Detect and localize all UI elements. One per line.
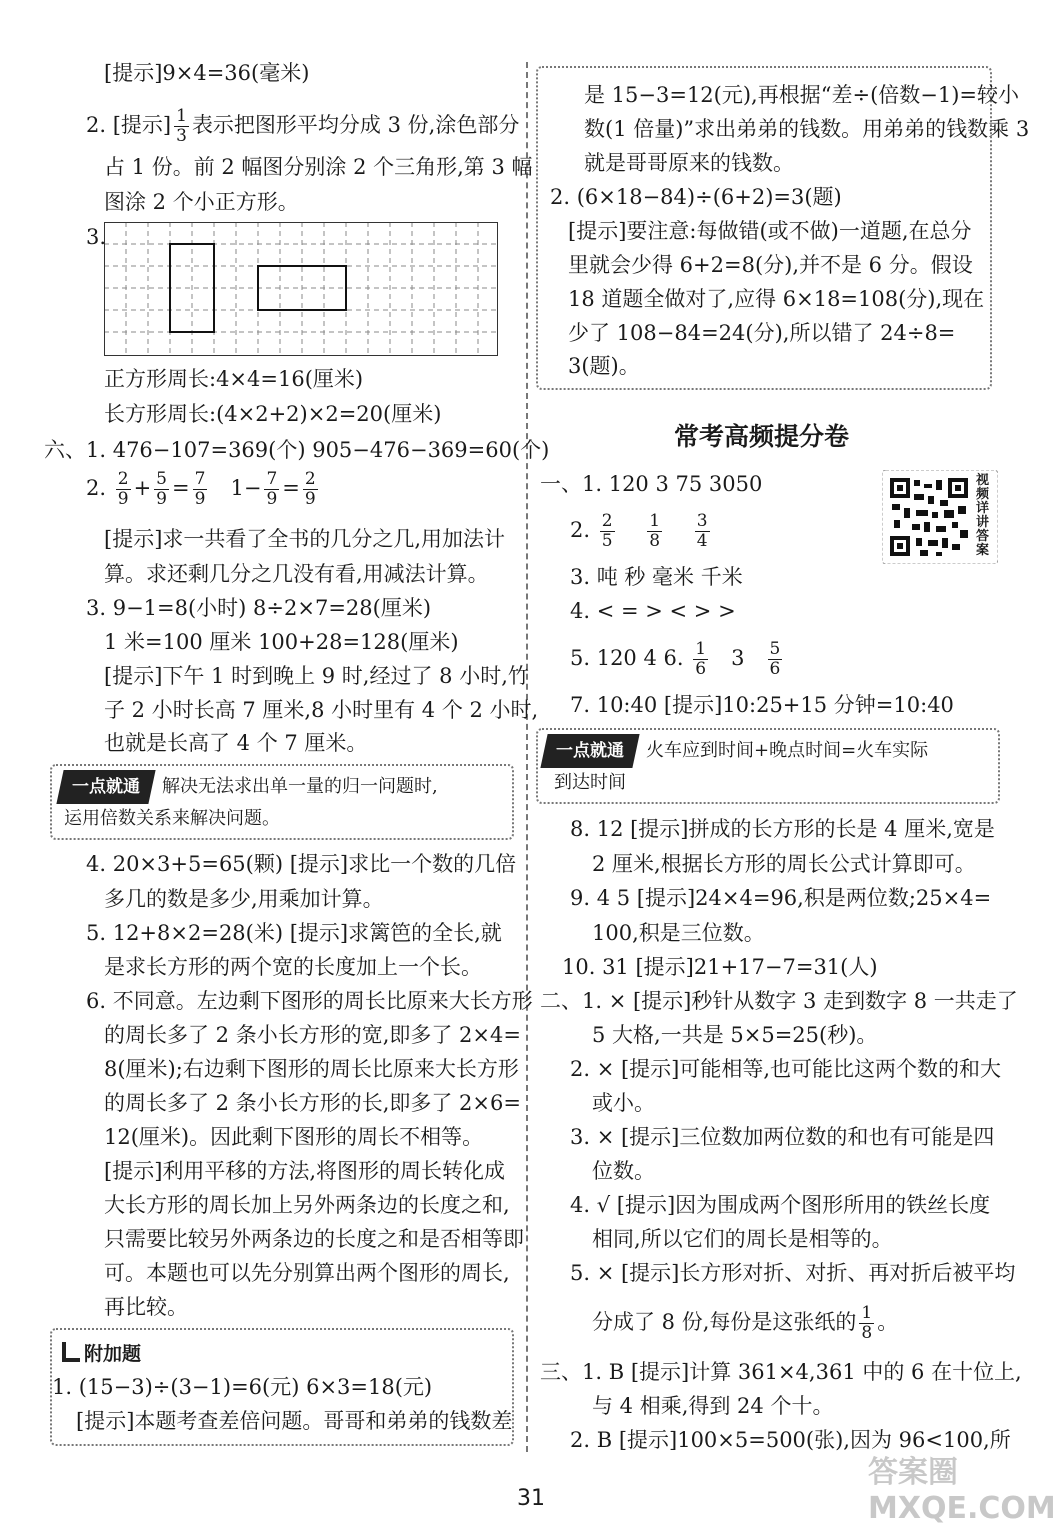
fraction: $\frac{5}{9}$ <box>156 469 167 509</box>
text-line: 再比较。 <box>104 1295 188 1319</box>
text-line: 多几的数是多少,用乘加计算。 <box>104 887 384 911</box>
text-line: 2. (6×18−84)÷(6+2)=3(题) <box>550 185 842 209</box>
r2-fractions: 2. $\frac{2}{5}$ $\frac{1}{8}$ $\frac{3}{4}$ <box>570 511 708 551</box>
text-line: 少了 108−84=24(分),所以错了 24÷8= <box>568 321 956 345</box>
text-line: 3. 9−1=8(小时) 8÷2×7=28(厘米) <box>86 596 432 620</box>
text-line: 8(厘米);右边剩下图形的周长比原来大长方形 <box>104 1057 519 1081</box>
text-line: 7. 10:40 [提示]10:25+15 分钟=10:40 <box>570 693 954 717</box>
text-line: 是 15−3=12(元),再根据“差÷(倍数−1)=较小 <box>584 83 1020 107</box>
watermark: 答案圈 MXQE.COM <box>868 1455 1056 1526</box>
text-line: 一、1. 120 3 75 3050 <box>540 472 763 496</box>
text-line: 相同,所以它们的周长是相等的。 <box>592 1227 893 1251</box>
e5b-line: 分成了 8 份,每份是这张纸的 $\frac{1}{8}$ 。 <box>592 1303 899 1343</box>
text-line: 是求长方形的两个宽的长度加上一个长。 <box>104 955 482 979</box>
text-line: 1 米=100 厘米 100+28=128(厘米) <box>104 630 459 654</box>
text-line: 3. 吨 秒 毫米 千米 <box>570 565 743 589</box>
square-perimeter: 正方形周长:4×4=16(厘米) <box>104 367 364 391</box>
text-line: 或小。 <box>592 1091 655 1115</box>
text-line: 2 厘米,根据长方形的周长公式计算即可。 <box>592 852 976 876</box>
text-line: 算。求还剩几分之几没有看,用减法计算。 <box>104 562 489 586</box>
text-line: [提示]下午 1 时到晚上 9 时,经过了 8 小时,竹 <box>104 664 529 688</box>
tip-text: 运用倍数关系来解决问题。 <box>64 808 280 829</box>
page-number: 31 <box>517 1486 545 1511</box>
text-line: 18 道题全做对了,应得 6×18=108(分),现在 <box>568 287 985 311</box>
dotted-grid-figure <box>104 222 498 356</box>
text-line: 3(题)。 <box>568 354 640 378</box>
text-line: 6. 不同意。左边剩下图形的周长比原来大长方形 <box>86 989 533 1013</box>
fraction: $\frac{3}{4}$ <box>696 511 708 551</box>
text-line: 与 4 相乘,得到 24 个十。 <box>592 1394 834 1418</box>
text-line: 的周长多了 2 条小长方形的长,即多了 2×6= <box>104 1091 521 1115</box>
text-line: 大长方形的周长加上另外两条边的长度之和, <box>104 1193 510 1217</box>
fraction: $\frac{7}{9}$ <box>194 469 206 509</box>
text-line: 5. × [提示]长方形对折、对折、再对折后被平均 <box>570 1261 1016 1285</box>
text-line: 9. 4 5 [提示]24×4=96,积是两位数;25×4= <box>570 886 992 910</box>
text-line: 子 2 小时长高 7 厘米,8 小时里有 4 个 2 小时, <box>104 698 539 722</box>
text-line: [提示]本题考查差倍问题。哥哥和弟弟的钱数差 <box>76 1409 513 1433</box>
fraction: $\frac{1}{6}$ <box>695 639 707 679</box>
text-line: 占 1 份。前 2 幅图分别涂 2 个三角形,第 3 幅 <box>104 155 533 179</box>
text-line: [提示]要注意:每做错(或不做)一道题,在总分 <box>568 219 972 243</box>
fraction: $\frac{2}{9}$ <box>304 469 316 509</box>
text-line: 二、1. × [提示]秒针从数字 3 走到数字 8 一共走了 <box>540 989 1018 1013</box>
fraction: $\frac{7}{9}$ <box>266 469 278 509</box>
text-line: 8. 12 [提示]拼成的长方形的长是 4 厘米,宽是 <box>570 817 995 841</box>
tip-text: 到达时间 <box>554 772 626 793</box>
text-line: 里就会少得 6+2=8(分),并不是 6 分。假设 <box>568 253 973 277</box>
text-line: 图涂 2 个小正方形。 <box>104 190 299 214</box>
text-line: 就是哥哥原来的钱数。 <box>584 151 794 175</box>
tip-box <box>50 764 514 840</box>
text-line: 三、1. B [提示]计算 361×4,361 中的 6 在十位上, <box>540 1360 1022 1384</box>
text-line: 4. < = > < > > <box>570 599 736 623</box>
continued-box <box>536 66 1030 390</box>
text-line: 100,积是三位数。 <box>592 921 765 945</box>
tip-tag: 一点就通 <box>540 734 639 768</box>
bonus-title: 附加题 <box>84 1343 142 1365</box>
text-line: 4. 20×3+5=65(颗) [提示]求比一个数的几倍 <box>86 852 517 876</box>
text-line: 位数。 <box>592 1159 655 1183</box>
fraction: $\frac{5}{6}$ <box>769 639 781 679</box>
tip-text: 解决无法求出单一量的归一问题时, <box>162 776 438 797</box>
q2-line: 2. [提示] $\frac{1}{3}$ 表示把图形平均分成 3 份,涂色部分 <box>86 106 520 146</box>
text-line: 12(厘米)。因此剩下图形的周长不相等。 <box>104 1125 484 1149</box>
column-divider <box>526 62 528 1452</box>
text-line: 5. 12+8×2=28(米) [提示]求篱笆的全长,就 <box>86 921 502 945</box>
text-line: 也就是长高了 4 个 7 厘米。 <box>104 731 368 755</box>
text-line: [提示]利用平移的方法,将图形的周长转化成 <box>104 1159 506 1183</box>
fraction: $\frac{1}{8}$ <box>649 511 661 551</box>
text-line: 5 大格,一共是 5×5=25(秒)。 <box>592 1023 878 1047</box>
fraction: $\frac{2}{5}$ <box>601 511 613 551</box>
text-line: 数(1 倍量)”求出弟弟的钱数。用弟弟的钱数乘 3 <box>584 117 1030 141</box>
fraction: $\frac{2}{9}$ <box>117 469 129 509</box>
rect-perimeter: 长方形周长:(4×2+2)×2=20(厘米) <box>104 402 442 426</box>
hint-line: [提示]9×4=36(毫米) <box>104 61 310 85</box>
bonus-box <box>50 1328 514 1446</box>
tip-text: 火车应到时间+晚点时间=火车实际 <box>646 740 929 761</box>
text-line: 10. 31 [提示]21+17−7=31(人) <box>562 955 878 979</box>
s6-q1: 六、1. 476−107=369(个) 905−476−369=60(个) <box>44 438 550 462</box>
text-line: 可。本题也可以先分别算出两个图形的周长, <box>104 1261 510 1285</box>
text-line: 4. √ [提示]因为围成两个图形所用的铁丝长度 <box>570 1193 991 1217</box>
section-title: 常考高频提分卷 <box>674 422 850 451</box>
s6-q2-fractions: 2. $\frac{2}{9}$ + $\frac{5}{9}$ = $\frac{7}{9}$ 1− $\frac{7}{9}$ = $\frac{2}{9}$ <box>86 469 316 509</box>
text-line: 2. B [提示]100×5=500(张),因为 96<100,所 <box>570 1428 1011 1452</box>
text-line: 3. × [提示]三位数加两位数的和也有可能是四 <box>570 1125 995 1149</box>
bonus-icon <box>62 1342 80 1362</box>
fraction: $\frac{1}{3}$ <box>176 106 187 146</box>
text-line: 的周长多了 2 条小长方形的宽,即多了 2×4= <box>104 1023 521 1047</box>
q3-label: 3. <box>86 225 107 249</box>
text-line: [提示]求一共看了全书的几分之几,用加法计 <box>104 527 506 551</box>
qr-caption: 视频详讲答案 <box>976 473 990 558</box>
text-line: 2. × [提示]可能相等,也可能比这两个数的和大 <box>570 1057 1002 1081</box>
text-line: 1. (15−3)÷(3−1)=6(元) 6×3=18(元) <box>52 1375 433 1399</box>
tip-box <box>536 728 1000 804</box>
r5-line: 5. 120 4 6. $\frac{1}{6}$ 3 $\frac{5}{6}$ <box>570 639 781 679</box>
text-line: 只需要比较另外两条边的长度之和是否相等即 <box>104 1227 524 1251</box>
fraction: $\frac{1}{8}$ <box>861 1303 873 1343</box>
tip-tag: 一点就通 <box>56 770 155 804</box>
